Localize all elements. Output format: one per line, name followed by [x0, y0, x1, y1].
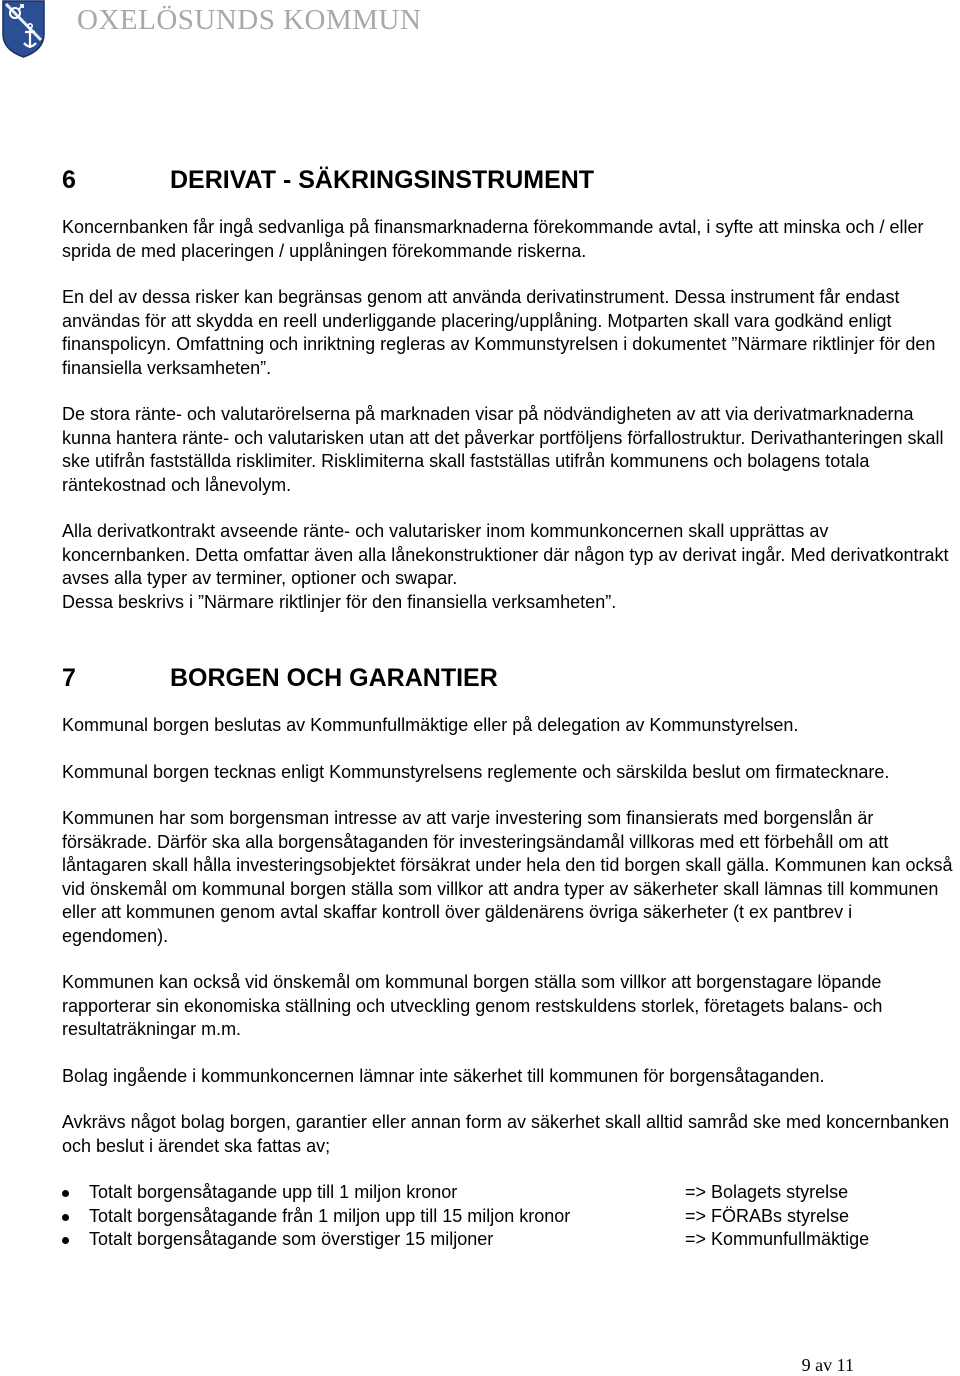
list-item-result: => FÖRABs styrelse — [685, 1205, 850, 1226]
paragraph: Avkrävs något bolag borgen, garantier eller annan form av säkerhet skall alltid samråd ske med koncernbanken och beslut i ärendet ska fattas av; — [62, 1112, 950, 1156]
section-title: BORGEN OCH GARANTIER — [170, 664, 498, 692]
list-item-text: Totalt borgensåtagande från 1 miljon upp till 15 miljon kronor — [89, 1205, 571, 1226]
list-item-text: Totalt borgensåtagande upp till 1 miljon kronor — [89, 1182, 458, 1202]
paragraph: Kommunal borgen tecknas enligt Kommunstyrelsens reglemente och särskilda beslut om firmatecknare. — [62, 761, 890, 782]
list-item — [62, 1228, 958, 1252]
paragraph: Kommunal borgen beslutas av Kommunfullmäktige eller på delegation av Kommunstyrelsen. — [62, 715, 799, 735]
bullet-icon — [62, 1181, 89, 1205]
section-title: DERIVAT - SÄKRINGSINSTRUMENT — [170, 166, 595, 194]
paragraph: Kommunen har som borgensman intresse av att varje investering som finansierats med borgenslån är försäkrade. Därför ska alla borgensåtaganden för investeringsändamål villkoras med ett förbehåll om att låntagaren skall hålla investeringsobjektet försäkrat under hela den tid borgen skall gälla. Kommunen kan också vid önskemål om kommunal borgen ställa som villkor att andra typer av säkerheter skall lämnas till kommunen eller att kommunen genom avtal skaffar kontroll över gäldenärens övriga säkerheter (t ex pantbrev i egendomen). — [62, 808, 953, 946]
section-heading-7 — [62, 661, 958, 695]
paragraph: Kommunen kan också vid önskemål om kommunal borgen ställa som villkor att borgenstagare löpande rapporterar sin ekonomiska ställning och utveckling genom restskuldens storlek, företagets balans- och resultaträkningar m.m. — [62, 972, 883, 1039]
list-item-text: Totalt borgensåtagande som överstiger 15 miljoner — [89, 1229, 494, 1249]
section-heading-6 — [62, 163, 958, 197]
organization-name: OXELÖSUNDS KOMMUN — [77, 4, 422, 36]
paragraph: De stora ränte- och valutarörelserna på marknaden visar på nödvändigheten av att via derivatmarknaderna kunna hantera ränte- och valutarisken utan att det påverkar portföljens förfallostruktur. Derivathanteringen skall ske utifrån fastställda risklimiter. Risklimiterna skall fastställas utifrån kommunens och bolagens totala räntekostnad och lånevolym. — [62, 404, 944, 495]
list-item — [62, 1205, 958, 1229]
paragraph: En del av dessa risker kan begränsas genom att använda derivatinstrument. Dessa instrument får endast användas för att skydda en reell underliggande placering/upplåning. Motparten skall vara godkänd enligt finanspolicyn. Omfattning och inriktning regleras av Kommunstyrelsen i dokumentet ”Närmare riktlinjer för den finansiella verksamheten”. — [62, 287, 936, 378]
section-number: 7 — [62, 664, 76, 692]
list-item-result: => Kommunfullmäktige — [685, 1229, 870, 1249]
section-number: 6 — [62, 166, 76, 194]
paragraph: Koncernbanken får ingå sedvanliga på finansmarknaderna förekommande avtal, i syfte att minska och / eller sprida de med placeringen / upplåningen förekommande riskerna. — [62, 217, 924, 261]
bullet-icon — [62, 1205, 89, 1229]
decision-list — [62, 1181, 958, 1252]
paragraph: Dessa beskrivs i ”Närmare riktlinjer för den finansiella verksamheten”. — [62, 591, 617, 612]
paragraph: Bolag ingående i kommunkoncernen lämnar inte säkerhet till kommunen för borgensåtaganden. — [62, 1065, 825, 1086]
paragraph: Alla derivatkontrakt avseende ränte- och valutarisker inom kommunkoncernen skall upprättas av koncernbanken. Detta omfattar även alla lånekonstruktioner där någon typ av derivat ingår. Med derivatkontrakt avses alla typer av terminer, optioner och swapar. — [62, 521, 949, 588]
document-body — [62, 163, 958, 1252]
page-header — [0, 0, 960, 60]
coat-of-arms-icon — [2, 0, 45, 58]
page-number: 9 av 11 — [801, 1355, 854, 1375]
bullet-icon — [62, 1228, 89, 1252]
list-item — [62, 1181, 958, 1205]
list-item-result: => Bolagets styrelse — [685, 1182, 849, 1202]
